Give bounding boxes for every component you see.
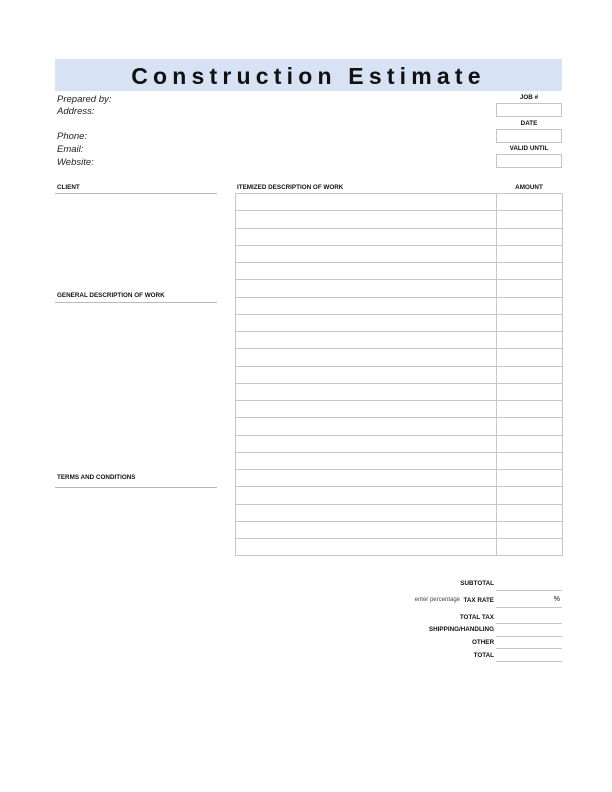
table-row bbox=[236, 470, 563, 487]
item-description-cell[interactable] bbox=[236, 487, 497, 504]
prepared-by-label: Prepared by: bbox=[57, 94, 112, 105]
item-description-cell[interactable] bbox=[236, 366, 497, 383]
item-amount-cell[interactable] bbox=[497, 366, 563, 383]
table-row bbox=[236, 245, 563, 262]
table-row bbox=[236, 349, 563, 366]
general-description-divider bbox=[55, 302, 217, 303]
item-amount-cell[interactable] bbox=[497, 452, 563, 469]
table-row bbox=[236, 539, 563, 556]
item-amount-cell[interactable] bbox=[497, 332, 563, 349]
amount-header: AMOUNT bbox=[515, 184, 543, 191]
item-amount-cell[interactable] bbox=[497, 228, 563, 245]
subtotal-field[interactable] bbox=[496, 590, 562, 591]
table-row bbox=[236, 280, 563, 297]
client-divider bbox=[55, 193, 217, 194]
table-row bbox=[236, 452, 563, 469]
item-amount-cell[interactable] bbox=[497, 194, 563, 211]
date-field[interactable] bbox=[496, 129, 562, 143]
item-description-cell[interactable] bbox=[236, 383, 497, 400]
item-description-cell[interactable] bbox=[236, 280, 497, 297]
item-amount-cell[interactable] bbox=[497, 280, 563, 297]
item-amount-cell[interactable] bbox=[497, 539, 563, 556]
job-number-field[interactable] bbox=[496, 103, 562, 117]
item-amount-cell[interactable] bbox=[497, 349, 563, 366]
job-number-label: JOB # bbox=[519, 94, 539, 101]
item-description-cell[interactable] bbox=[236, 435, 497, 452]
item-description-cell[interactable] bbox=[236, 211, 497, 228]
email-label: Email: bbox=[57, 144, 84, 155]
total-field[interactable] bbox=[496, 661, 562, 662]
item-amount-cell[interactable] bbox=[497, 521, 563, 538]
shipping-field[interactable] bbox=[496, 636, 562, 637]
date-label: DATE bbox=[520, 120, 538, 127]
shipping-label: SHIPPING/HANDLING bbox=[428, 626, 494, 633]
website-label: Website: bbox=[57, 157, 94, 168]
item-amount-cell[interactable] bbox=[497, 245, 563, 262]
table-row bbox=[236, 435, 563, 452]
item-description-cell[interactable] bbox=[236, 228, 497, 245]
tax-rate-percent: % bbox=[553, 596, 560, 603]
item-amount-cell[interactable] bbox=[497, 263, 563, 280]
table-row bbox=[236, 487, 563, 504]
item-amount-cell[interactable] bbox=[497, 401, 563, 418]
table-row bbox=[236, 521, 563, 538]
table-row bbox=[236, 504, 563, 521]
general-description-label: GENERAL DESCRIPTION OF WORK bbox=[57, 292, 165, 299]
tax-hint: enter percentage bbox=[414, 597, 460, 603]
item-amount-cell[interactable] bbox=[497, 297, 563, 314]
item-amount-cell[interactable] bbox=[497, 418, 563, 435]
total-label: TOTAL bbox=[473, 652, 494, 659]
other-field[interactable] bbox=[496, 648, 562, 649]
total-tax-label: TOTAL TAX bbox=[459, 614, 494, 621]
table-row bbox=[236, 263, 563, 280]
item-description-cell[interactable] bbox=[236, 504, 497, 521]
itemized-description-header: ITEMIZED DESCRIPTION OF WORK bbox=[237, 184, 344, 191]
table-row bbox=[236, 418, 563, 435]
item-description-cell[interactable] bbox=[236, 418, 497, 435]
tax-rate-label: TAX RATE bbox=[463, 597, 494, 604]
item-amount-cell[interactable] bbox=[497, 211, 563, 228]
item-description-cell[interactable] bbox=[236, 245, 497, 262]
client-field[interactable] bbox=[55, 195, 217, 291]
table-row bbox=[236, 228, 563, 245]
item-description-cell[interactable] bbox=[236, 349, 497, 366]
item-description-cell[interactable] bbox=[236, 452, 497, 469]
total-tax-field[interactable] bbox=[496, 623, 562, 624]
item-description-cell[interactable] bbox=[236, 297, 497, 314]
tax-rate-field[interactable] bbox=[496, 607, 562, 608]
item-description-cell[interactable] bbox=[236, 521, 497, 538]
item-description-cell[interactable] bbox=[236, 263, 497, 280]
page-title: Construction Estimate bbox=[131, 63, 486, 89]
client-label: CLIENT bbox=[57, 184, 80, 191]
terms-divider bbox=[55, 487, 217, 488]
table-row bbox=[236, 194, 563, 211]
table-row bbox=[236, 314, 563, 331]
subtotal-label: SUBTOTAL bbox=[460, 580, 494, 587]
table-row bbox=[236, 211, 563, 228]
phone-label: Phone: bbox=[57, 131, 88, 142]
table-row bbox=[236, 332, 563, 349]
valid-until-field[interactable] bbox=[496, 154, 562, 168]
item-description-cell[interactable] bbox=[236, 401, 497, 418]
terms-label: TERMS AND CONDITIONS bbox=[57, 474, 136, 481]
table-row bbox=[236, 366, 563, 383]
itemized-table-body bbox=[236, 194, 563, 556]
terms-field[interactable] bbox=[55, 489, 217, 579]
item-description-cell[interactable] bbox=[236, 314, 497, 331]
table-row bbox=[236, 401, 563, 418]
item-amount-cell[interactable] bbox=[497, 435, 563, 452]
item-amount-cell[interactable] bbox=[497, 383, 563, 400]
address-label: Address: bbox=[57, 106, 95, 117]
item-description-cell[interactable] bbox=[236, 470, 497, 487]
item-description-cell[interactable] bbox=[236, 194, 497, 211]
item-amount-cell[interactable] bbox=[497, 470, 563, 487]
item-amount-cell[interactable] bbox=[497, 487, 563, 504]
item-amount-cell[interactable] bbox=[497, 504, 563, 521]
table-row bbox=[236, 297, 563, 314]
other-label: OTHER bbox=[471, 639, 494, 646]
item-description-cell[interactable] bbox=[236, 539, 497, 556]
item-amount-cell[interactable] bbox=[497, 314, 563, 331]
item-description-cell[interactable] bbox=[236, 332, 497, 349]
valid-until-label: VALID UNTIL bbox=[509, 145, 549, 152]
general-description-field[interactable] bbox=[55, 304, 217, 472]
itemized-table bbox=[235, 193, 563, 556]
table-row bbox=[236, 383, 563, 400]
